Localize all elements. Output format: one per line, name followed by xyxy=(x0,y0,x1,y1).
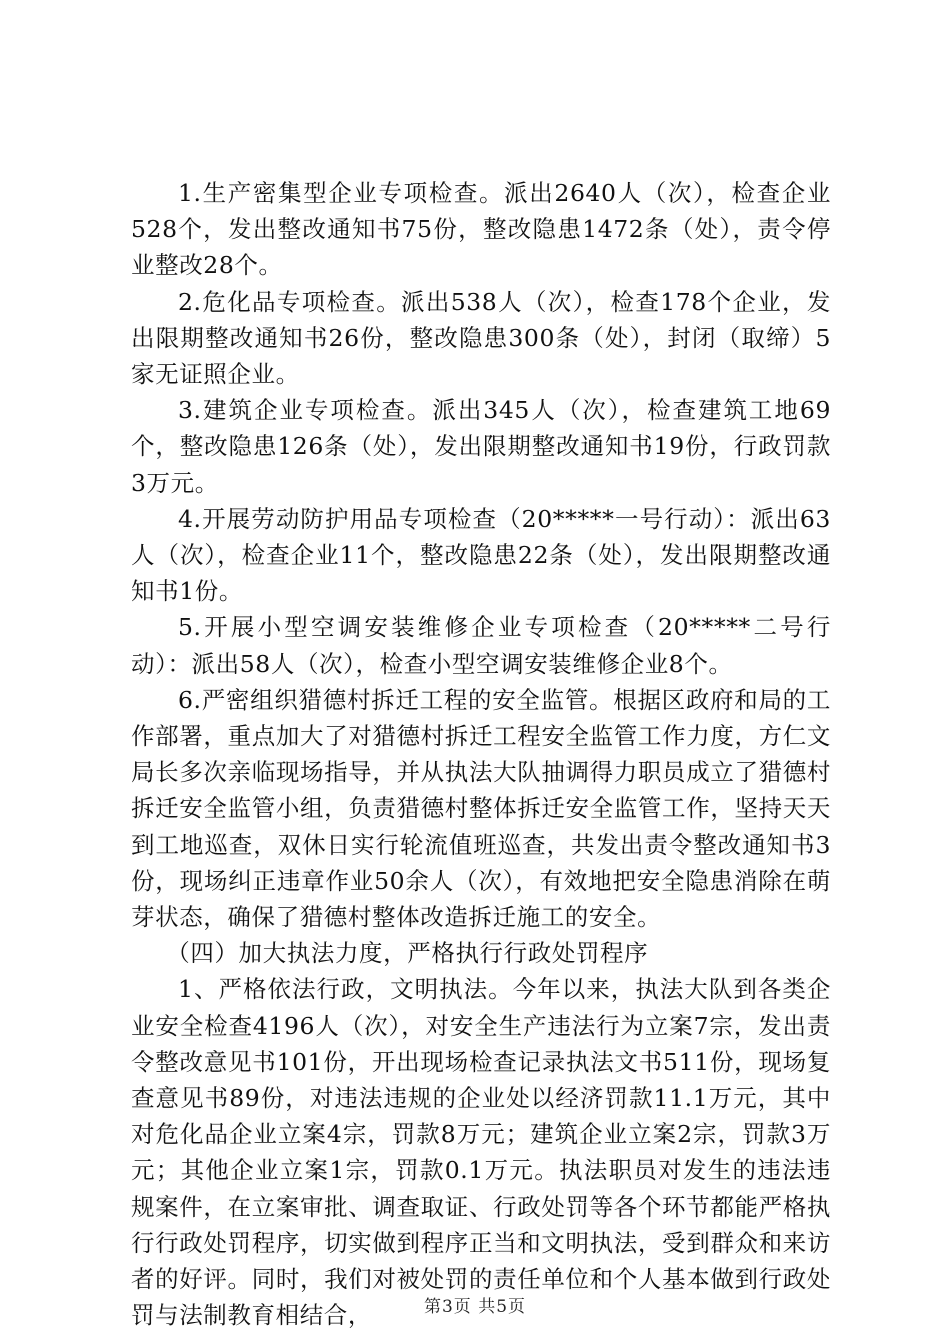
page-footer: 第3页 共5页 xyxy=(423,1297,527,1317)
paragraph-3: 3.建筑企业专项检查。派出345人（次），检查建筑工地69个，整改隐患126条（处），发出限期整改通知书19份，行政罚款3万元。 xyxy=(131,396,831,497)
paragraph-1: 1.生产密集型企业专项检查。派出2640人（次），检查企业528个，发出整改通知书75份，整改隐患1472条（处），责令停业整改28个。 xyxy=(131,179,831,280)
section-heading: （四）加大执法力度，严格执行行政处罚程序 xyxy=(166,939,649,968)
paragraph-6: 6.严密组织猎德村拆迁工程的安全监管。根据区政府和局的工作部署，重点加大了对猎德村拆迁工程安全监管工作力度，方仁文局长多次亲临现场指导，并从执法大队抽调得力职员成立了猎德村拆迁安全监管小组，负责猎德村整体拆迁安全监管工作，坚持天天到工地巡查，双休日实行轮流值班巡查，共发出责令整改通知书3份，现场纠正违章作业50余人（次），有效地把安全隐患消除在萌芽状态，确保了猎德村整体改造拆迁施工的安全。 xyxy=(131,685,831,932)
paragraph-7: 1、严格依法行政，文明执法。今年以来，执法大队到各类企业安全检查4196人（次），对安全生产违法行为立案7宗，发出责令整改意见书101份，开出现场检查记录执法文书511份，现场复查意见书89份，对违法违规的企业处以经济罚款11.1万元，其中对危化品企业立案4宗，罚款8万元；建筑企业立案2宗，罚款3万元；其他企业立案1宗，罚款0.1万元。执法职员对发生的违法违规案件，在立案审批、调查取证、行政处罚等各个环节都能严格执行行政处罚程序，切实做到程序正当和文明执法，受到群众和来访者的好评。同时，我们对被处罚的责任单位和个人基本做到行政处罚与法制教育相结合， xyxy=(131,975,831,1330)
paragraph-4: 4.开展劳动防护用品专项检查（20*****一号行动）：派出63人（次），检查企业11个，整改隐患22条（处），发出限期整改通知书1份。 xyxy=(131,504,831,606)
paragraph-2: 2.危化品专项检查。派出538人（次），检查178个企业，发出限期整改通知书26份，整改隐患300条（处），封闭（取缔）5家无证照企业。 xyxy=(131,287,831,389)
paragraph-5: 5.开展小型空调安装维修企业专项检查（20*****二号行动）：派出58人（次），检查小型空调安装维修企业8个。 xyxy=(131,613,831,678)
document-body xyxy=(131,175,831,1334)
